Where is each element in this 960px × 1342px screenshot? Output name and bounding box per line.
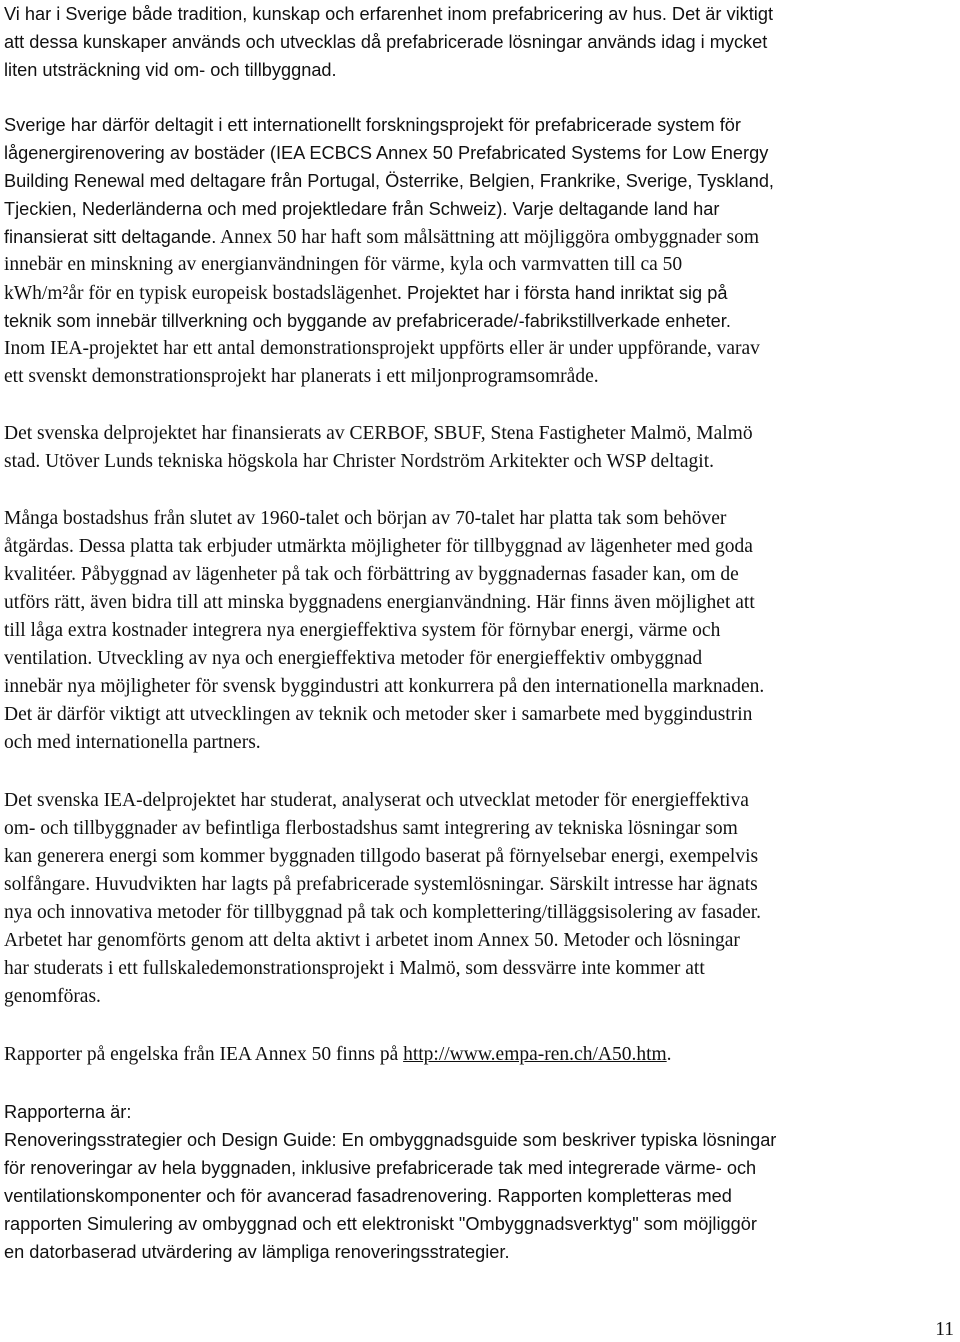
text-line: stad. Utöver Lunds tekniska högskola har Christer Nordström Arkitekter och WSP deltagit. (4, 451, 715, 472)
text-line: Det svenska IEA-delprojektet har studerat, analyserat och utvecklat metoder för energieffektiva (4, 790, 749, 811)
text-line: om- och tillbyggnader av befintliga flerbostadshus samt integrering av tekniska lösningar som (4, 818, 738, 839)
text-line: Det svenska delprojektet har finansierats av CERBOF, SBUF, Stena Fastigheter Malmö, Malmö (4, 423, 753, 444)
text-line: kWh/m²år för en typisk europeisk bostadslägenhet. Projektet har i första hand inriktat sig på (4, 283, 728, 304)
text-line: ett svenskt demonstrationsprojekt har planerats i ett miljonprogramsområde. (4, 366, 599, 387)
text-line: Building Renewal med deltagare från Portugal, Österrike, Belgien, Frankrike, Sverige, Tyskland, (4, 171, 774, 191)
text-line: Inom IEA-projektet har ett antal demonstrationsprojekt uppförts eller är under uppförande, varav (4, 338, 760, 359)
text-line: en datorbaserad utvärdering av lämpliga renoveringsstrategier. (4, 1242, 510, 1262)
text-line: solfångare. Huvudvikten har lagts på prefabricerade systemlösningar. Särskilt intresse har ägnats (4, 874, 758, 895)
text-line: Sverige har därför deltagit i ett internationellt forskningsprojekt för prefabricerade system för (4, 115, 741, 135)
text-line: Många bostadshus från slutet av 1960-talet och början av 70-talet har platta tak som behöver (4, 508, 727, 529)
page-number: 11 (935, 1319, 954, 1340)
text-line: liten utsträckning vid om- och tillbyggnad. (4, 60, 337, 80)
text-line: kan generera energi som kommer byggnaden tillgodo baserat på förnyelsebar energi, exempelvis (4, 846, 759, 867)
text-line: åtgärdas. Dessa platta tak erbjuder utmärkta möjligheter för tillbyggnad av lägenheter med goda (4, 536, 753, 557)
text-line: Det är därför viktigt att utvecklingen av teknik och metoder sker i samarbete med byggindustrin (4, 704, 753, 725)
text-line: finansierat sitt deltagande. Annex 50 har haft som målsättning att möjliggöra ombyggnader som (4, 227, 759, 248)
text-line: Tjeckien, Nederländerna och med projektledare från Schweiz). Varje deltagande land har (4, 199, 720, 219)
text-line: kvalitéer. Påbyggnad av lägenheter på tak och förbättring av byggnadernas fasader kan, om de (4, 564, 739, 585)
text-line: Arbetet har genomförts genom att delta aktivt i arbetet inom Annex 50. Metoder och lösningar (4, 930, 740, 951)
annex50-link[interactable]: http://www.empa-ren.ch/A50.htm (403, 1044, 667, 1065)
text-line: Vi har i Sverige både tradition, kunskap och erfarenhet inom prefabricering av hus. Det är viktigt (4, 4, 773, 24)
text-line: ventilation. Utveckling av nya och energieffektiva metoder för energieffektiv ombyggnad (4, 648, 703, 669)
text-line: innebär nya möjligheter för svensk byggindustri att konkurrera på den internationella marknaden. (4, 676, 765, 697)
text-line: för renoveringar av hela byggnaden, inklusive prefabricerade tak med integrerade värme- och (4, 1158, 757, 1178)
text-line: rapporten Simulering av ombyggnad och ett elektroniskt "Ombyggnadsverktyg" som möjliggör (4, 1214, 757, 1234)
text-line: lågenergirenovering av bostäder (IEA ECBCS Annex 50 Prefabricated Systems for Low Energy (4, 143, 769, 163)
text-line: teknik som innebär tillverkning och byggande av prefabricerade/-fabrikstillverkade enheter. (4, 311, 731, 331)
text-line: till låga extra kostnader integrera nya energieffektiva system för förnybar energi, värme och (4, 620, 721, 641)
text-line: genomföras. (4, 986, 101, 1007)
text-line: Renoveringsstrategier och Design Guide: En ombyggnadsguide som beskriver typiska lösningar (4, 1130, 777, 1150)
text-line: och med internationella partners. (4, 732, 261, 753)
text-line: ventilationskomponenter och för avancerad fasadrenovering. Rapporten kompletteras med (4, 1186, 732, 1206)
text-line: innebär en minskning av energianvändningen för värme, kyla och varmvatten till ca 50 (4, 254, 683, 275)
text-line: Rapporter på engelska från IEA Annex 50 finns på http://www.empa-ren.ch/A50.htm. (4, 1044, 672, 1065)
text-line: Rapporterna är: (4, 1102, 132, 1122)
text-line: har studerats i ett fullskaledemonstrationsprojekt i Malmö, som dessvärre inte kommer att (4, 958, 705, 979)
text-line: nya och innovativa metoder för tillbyggnad på tak och komplettering/tilläggsisolering av fasader. (4, 902, 762, 923)
text-line: att dessa kunskaper används och utvecklas då prefabricerade lösningar används idag i mycket (4, 32, 768, 52)
text-line: utförs rätt, även bidra till att minska byggnadens energianvändning. Här finns även möjlighet att (4, 592, 755, 613)
